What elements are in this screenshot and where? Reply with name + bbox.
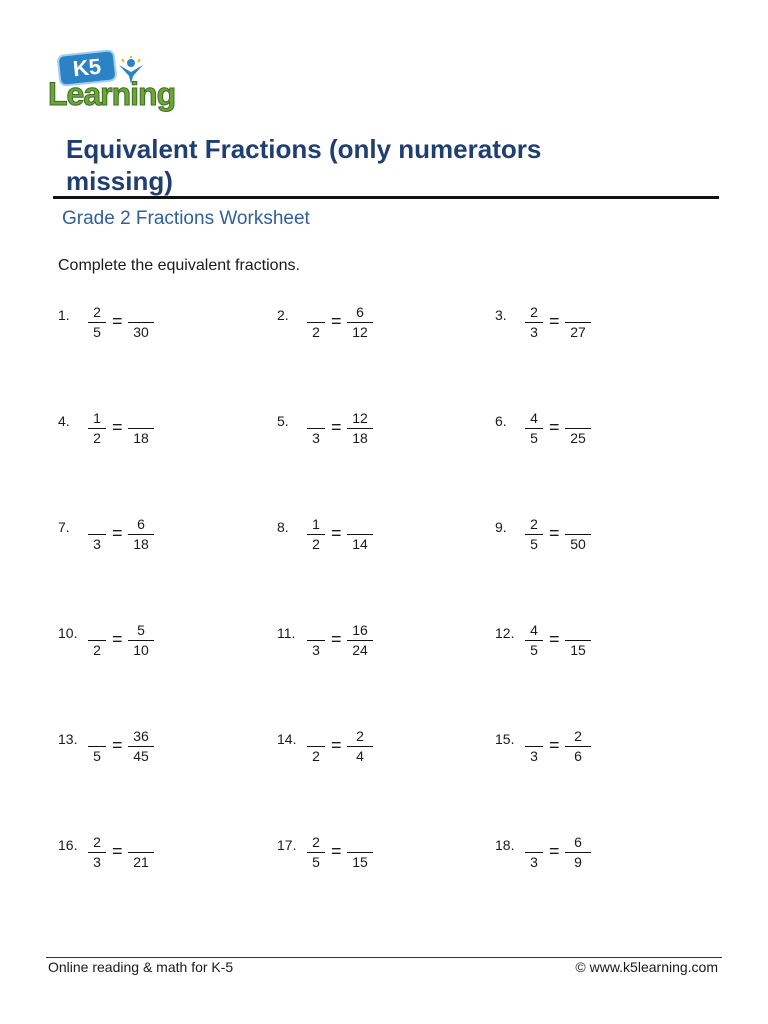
equals-sign: = xyxy=(549,311,560,331)
fraction-bar xyxy=(128,322,154,323)
right-denominator: 27 xyxy=(570,324,586,340)
right-fraction xyxy=(565,728,591,766)
problem-number: 7. xyxy=(58,519,70,535)
right-numerator: 2 xyxy=(356,728,364,744)
right-denominator: 6 xyxy=(574,748,582,764)
problem-number: 8. xyxy=(277,519,289,535)
right-fraction xyxy=(565,834,591,872)
left-fraction xyxy=(307,622,325,660)
problem-number: 2. xyxy=(277,307,289,323)
right-fraction xyxy=(347,728,373,766)
right-denominator: 12 xyxy=(352,324,368,340)
right-numerator xyxy=(128,834,154,850)
left-numerator: 2 xyxy=(312,834,320,850)
problem-item xyxy=(495,304,645,344)
fraction-bar xyxy=(128,534,154,535)
right-numerator: 5 xyxy=(137,622,145,638)
fraction-bar xyxy=(307,428,325,429)
right-denominator: 21 xyxy=(133,854,149,870)
right-fraction xyxy=(347,516,373,554)
equals-sign: = xyxy=(549,417,560,437)
right-fraction xyxy=(128,622,154,660)
problem-item xyxy=(58,516,208,556)
right-fraction xyxy=(565,622,591,660)
problem-number: 10. xyxy=(58,625,78,641)
right-denominator: 50 xyxy=(570,536,586,552)
left-fraction xyxy=(88,304,106,342)
logo-wordmark: Learning xyxy=(48,76,176,112)
left-numerator xyxy=(307,622,325,638)
footer-divider xyxy=(46,957,722,958)
right-fraction xyxy=(128,410,154,448)
left-fraction xyxy=(525,728,543,766)
left-denominator: 3 xyxy=(530,748,538,764)
right-fraction xyxy=(565,304,591,342)
k5-badge-text: K5 xyxy=(71,53,103,82)
fraction-bar xyxy=(128,852,154,853)
equals-sign: = xyxy=(331,311,342,331)
title-divider xyxy=(53,196,719,199)
fraction-bar xyxy=(565,852,591,853)
right-denominator: 10 xyxy=(133,642,149,658)
left-denominator: 5 xyxy=(93,324,101,340)
left-numerator xyxy=(88,728,106,744)
problem-number: 5. xyxy=(277,413,289,429)
problem-item xyxy=(495,516,645,556)
left-fraction xyxy=(525,834,543,872)
fraction-bar xyxy=(525,746,543,747)
right-numerator xyxy=(565,304,591,320)
left-denominator: 3 xyxy=(530,324,538,340)
left-denominator: 2 xyxy=(312,324,320,340)
right-denominator: 45 xyxy=(133,748,149,764)
equals-sign: = xyxy=(331,417,342,437)
left-numerator: 2 xyxy=(93,304,101,320)
problem-item xyxy=(58,728,208,768)
right-fraction xyxy=(565,516,591,554)
problem-item xyxy=(495,728,645,768)
footer-tagline: Online reading & math for K-5 xyxy=(48,959,234,975)
fraction-bar xyxy=(88,428,106,429)
equals-sign: = xyxy=(331,629,342,649)
left-numerator xyxy=(525,728,543,744)
fraction-bar xyxy=(565,640,591,641)
fraction-bar xyxy=(565,322,591,323)
left-denominator: 5 xyxy=(530,642,538,658)
right-denominator: 15 xyxy=(570,642,586,658)
fraction-bar xyxy=(307,534,325,535)
left-numerator: 2 xyxy=(530,516,538,532)
fraction-bar xyxy=(88,640,106,641)
fraction-bar xyxy=(128,640,154,641)
problem-item xyxy=(277,304,427,344)
fraction-bar xyxy=(347,746,373,747)
right-numerator: 6 xyxy=(137,516,145,532)
problem-number: 14. xyxy=(277,731,297,747)
left-denominator: 2 xyxy=(312,748,320,764)
left-numerator: 1 xyxy=(93,410,101,426)
equals-sign: = xyxy=(331,523,342,543)
right-denominator: 18 xyxy=(352,430,368,446)
equals-sign: = xyxy=(549,841,560,861)
left-numerator: 1 xyxy=(312,516,320,532)
right-numerator: 6 xyxy=(574,834,582,850)
equals-sign: = xyxy=(112,417,123,437)
problem-item xyxy=(58,834,208,874)
fraction-bar xyxy=(347,322,373,323)
problem-number: 18. xyxy=(495,837,515,853)
left-fraction xyxy=(88,834,106,872)
footer-website: © www.k5learning.com xyxy=(575,959,718,975)
right-denominator: 18 xyxy=(133,536,149,552)
left-numerator xyxy=(525,834,543,850)
problem-number: 12. xyxy=(495,625,515,641)
problem-number: 3. xyxy=(495,307,507,323)
equals-sign: = xyxy=(331,735,342,755)
right-numerator xyxy=(128,410,154,426)
left-numerator xyxy=(307,728,325,744)
right-numerator xyxy=(347,834,373,850)
left-denominator: 5 xyxy=(93,748,101,764)
problem-number: 9. xyxy=(495,519,507,535)
right-numerator: 2 xyxy=(574,728,582,744)
right-fraction xyxy=(347,834,373,872)
right-denominator: 24 xyxy=(352,642,368,658)
equals-sign: = xyxy=(549,523,560,543)
fraction-bar xyxy=(88,746,106,747)
left-fraction xyxy=(525,516,543,554)
left-numerator xyxy=(307,304,325,320)
left-denominator: 3 xyxy=(93,536,101,552)
left-denominator: 5 xyxy=(312,854,320,870)
left-fraction xyxy=(307,516,325,554)
equals-sign: = xyxy=(112,311,123,331)
fraction-bar xyxy=(347,428,373,429)
fraction-bar xyxy=(525,640,543,641)
problem-number: 11. xyxy=(277,625,296,641)
worksheet-title: Equivalent Fractions (only numerators missing) xyxy=(66,134,542,196)
right-fraction xyxy=(128,834,154,872)
right-numerator xyxy=(128,304,154,320)
left-fraction xyxy=(88,728,106,766)
equals-sign: = xyxy=(549,735,560,755)
left-fraction xyxy=(88,516,106,554)
right-denominator: 4 xyxy=(356,748,364,764)
problem-item xyxy=(277,516,427,556)
fraction-bar xyxy=(307,852,325,853)
problem-item xyxy=(58,304,208,344)
instructions: Complete the equivalent fractions. xyxy=(58,257,300,274)
fraction-bar xyxy=(525,852,543,853)
left-numerator: 2 xyxy=(93,834,101,850)
right-denominator: 30 xyxy=(133,324,149,340)
right-denominator: 9 xyxy=(574,854,582,870)
left-denominator: 3 xyxy=(530,854,538,870)
problem-item xyxy=(495,622,645,662)
right-denominator: 14 xyxy=(352,536,368,552)
fraction-bar xyxy=(128,746,154,747)
left-numerator xyxy=(88,622,106,638)
right-denominator: 18 xyxy=(133,430,149,446)
right-fraction xyxy=(565,410,591,448)
fraction-bar xyxy=(347,534,373,535)
right-numerator: 12 xyxy=(352,410,368,426)
fraction-bar xyxy=(128,428,154,429)
left-numerator: 4 xyxy=(530,622,538,638)
right-numerator: 36 xyxy=(133,728,149,744)
right-numerator xyxy=(565,622,591,638)
left-denominator: 2 xyxy=(93,642,101,658)
left-numerator xyxy=(88,516,106,532)
left-denominator: 2 xyxy=(312,536,320,552)
left-fraction xyxy=(88,622,106,660)
worksheet-subtitle: Grade 2 Fractions Worksheet xyxy=(62,208,310,229)
left-denominator: 5 xyxy=(530,430,538,446)
problem-item xyxy=(58,410,208,450)
left-fraction xyxy=(307,728,325,766)
right-numerator xyxy=(565,410,591,426)
problem-number: 13. xyxy=(58,731,78,747)
problem-number: 4. xyxy=(58,413,70,429)
equals-sign: = xyxy=(331,841,342,861)
fraction-bar xyxy=(347,852,373,853)
problem-number: 16. xyxy=(58,837,78,853)
right-numerator: 6 xyxy=(356,304,364,320)
right-fraction xyxy=(347,410,373,448)
fraction-bar xyxy=(307,322,325,323)
left-numerator: 4 xyxy=(530,410,538,426)
fraction-bar xyxy=(565,428,591,429)
left-fraction xyxy=(307,410,325,448)
fraction-bar xyxy=(88,534,106,535)
fraction-bar xyxy=(88,852,106,853)
equals-sign: = xyxy=(112,629,123,649)
left-fraction xyxy=(525,622,543,660)
right-fraction xyxy=(347,622,373,660)
left-fraction xyxy=(525,304,543,342)
right-numerator: 16 xyxy=(352,622,368,638)
equals-sign: = xyxy=(112,841,123,861)
equals-sign: = xyxy=(549,629,560,649)
problem-item xyxy=(277,728,427,768)
left-fraction xyxy=(88,410,106,448)
problem-number: 17. xyxy=(277,837,297,853)
fraction-bar xyxy=(525,322,543,323)
right-numerator xyxy=(347,516,373,532)
right-fraction xyxy=(128,728,154,766)
fraction-bar xyxy=(88,322,106,323)
problem-item xyxy=(277,834,427,874)
left-fraction xyxy=(525,410,543,448)
right-denominator: 25 xyxy=(570,430,586,446)
problem-number: 6. xyxy=(495,413,507,429)
equals-sign: = xyxy=(112,523,123,543)
problem-number: 1. xyxy=(58,307,70,323)
right-fraction xyxy=(347,304,373,342)
left-denominator: 3 xyxy=(93,854,101,870)
k5-learning-logo xyxy=(48,52,188,114)
left-denominator: 2 xyxy=(93,430,101,446)
fraction-bar xyxy=(525,534,543,535)
left-denominator: 3 xyxy=(312,430,320,446)
left-numerator: 2 xyxy=(530,304,538,320)
fraction-bar xyxy=(565,746,591,747)
left-denominator: 3 xyxy=(312,642,320,658)
problem-item xyxy=(495,410,645,450)
left-denominator: 5 xyxy=(530,536,538,552)
right-fraction xyxy=(128,516,154,554)
right-numerator xyxy=(565,516,591,532)
problem-number: 15. xyxy=(495,731,515,747)
left-fraction xyxy=(307,304,325,342)
problem-item xyxy=(277,622,427,662)
fraction-bar xyxy=(525,428,543,429)
problem-item xyxy=(58,622,208,662)
fraction-bar xyxy=(347,640,373,641)
fraction-bar xyxy=(307,746,325,747)
left-fraction xyxy=(307,834,325,872)
right-fraction xyxy=(128,304,154,342)
right-denominator: 15 xyxy=(352,854,368,870)
left-numerator xyxy=(307,410,325,426)
fraction-bar xyxy=(565,534,591,535)
fraction-bar xyxy=(307,640,325,641)
problem-item xyxy=(277,410,427,450)
problem-item xyxy=(495,834,645,874)
equals-sign: = xyxy=(112,735,123,755)
